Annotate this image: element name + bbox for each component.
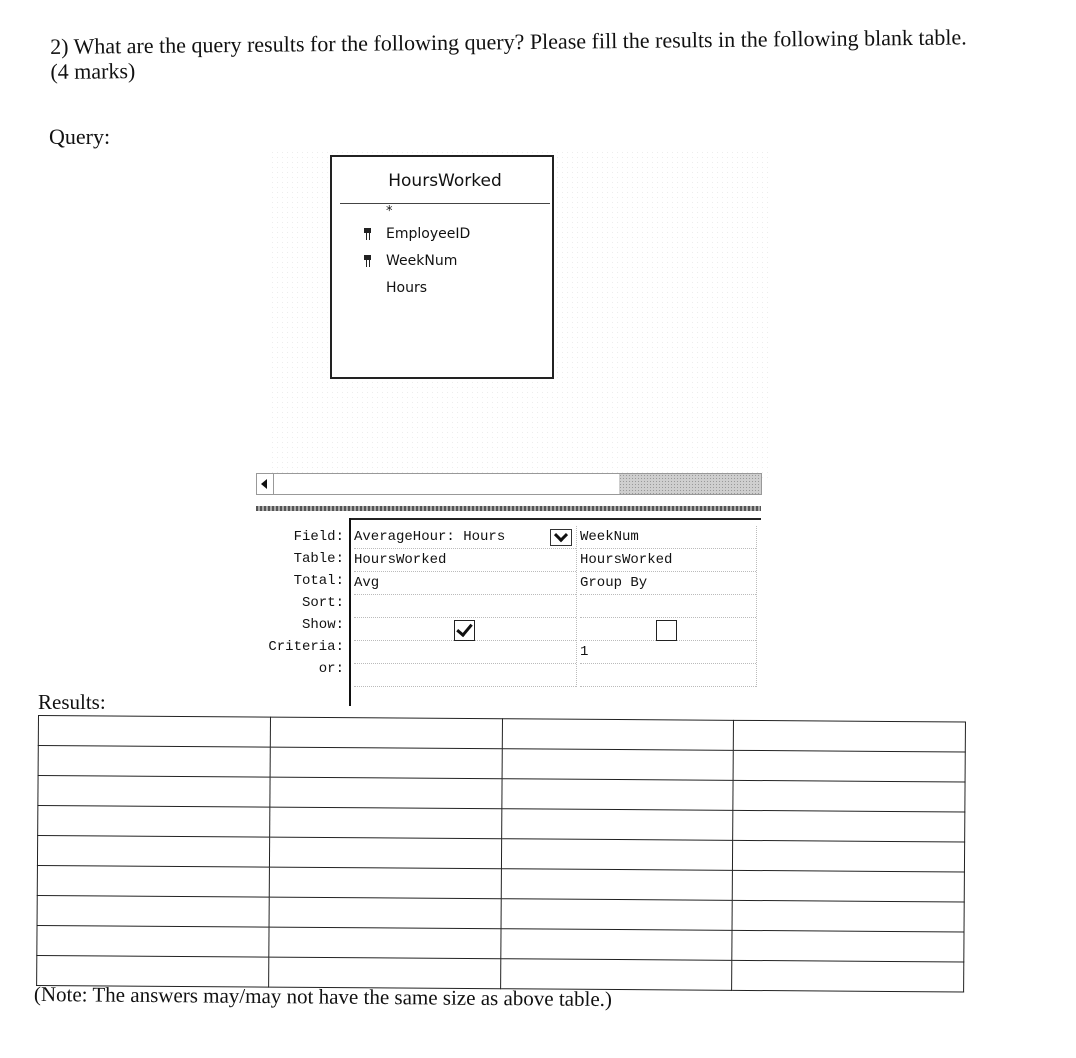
- sort-cell[interactable]: [354, 595, 576, 618]
- result-cell[interactable]: [732, 930, 964, 962]
- row-label-criteria: Criteria:: [268, 639, 344, 655]
- field-label: *: [386, 204, 393, 219]
- show-checkbox-unchecked[interactable]: [656, 620, 677, 641]
- dropdown-arrow-icon[interactable]: [550, 529, 572, 546]
- field-item-employeeid[interactable]: [360, 221, 470, 248]
- pane-splitter[interactable]: [256, 506, 761, 511]
- result-cell[interactable]: [37, 925, 269, 957]
- field-item-hours[interactable]: [360, 275, 470, 302]
- sort-cell[interactable]: [580, 595, 756, 618]
- field-list: [360, 203, 470, 302]
- results-label: Results:: [38, 690, 106, 714]
- row-label-table: Table:: [293, 551, 344, 567]
- scroll-thumb[interactable]: [619, 474, 761, 494]
- field-label: WeekNum: [386, 253, 458, 269]
- row-label-field: Field:: [293, 529, 344, 545]
- scroll-left-arrow-icon[interactable]: [257, 474, 274, 494]
- total-cell[interactable]: Group By: [580, 572, 756, 595]
- criteria-cell[interactable]: [354, 641, 576, 664]
- question-text: 2) What are the query results for the following query? Please fill the results in the following blank table. (4 marks): [50, 24, 967, 84]
- row-label-total: Total:: [293, 573, 344, 589]
- result-cell[interactable]: [38, 716, 270, 748]
- result-cell[interactable]: [38, 776, 270, 808]
- total-cell[interactable]: Avg: [354, 572, 576, 595]
- result-cell[interactable]: [269, 897, 501, 929]
- result-cell[interactable]: [733, 750, 965, 782]
- result-cell[interactable]: [733, 840, 965, 872]
- result-cell[interactable]: [269, 867, 501, 899]
- result-cell[interactable]: [501, 869, 733, 901]
- results-table: [36, 715, 966, 992]
- result-cell[interactable]: [501, 839, 733, 871]
- table-box-title: HoursWorked: [340, 171, 550, 204]
- result-cell[interactable]: [502, 719, 734, 751]
- row-label-or: or:: [318, 661, 344, 677]
- result-cell[interactable]: [732, 900, 964, 932]
- result-cell[interactable]: [734, 720, 966, 752]
- result-cell[interactable]: [270, 777, 502, 809]
- show-cell: [354, 618, 576, 641]
- result-cell[interactable]: [270, 717, 502, 749]
- result-cell[interactable]: [37, 895, 269, 927]
- result-cell[interactable]: [37, 865, 269, 897]
- row-label-show: Show:: [301, 617, 344, 633]
- result-cell[interactable]: [269, 807, 501, 839]
- field-item-weeknum[interactable]: [360, 248, 470, 275]
- result-cell[interactable]: [733, 810, 965, 842]
- result-cell[interactable]: [501, 779, 733, 811]
- table-cell[interactable]: HoursWorked: [580, 549, 756, 572]
- result-cell[interactable]: [502, 749, 734, 781]
- table-cell[interactable]: HoursWorked: [354, 549, 576, 572]
- field-label: Hours: [386, 280, 428, 296]
- note-text: (Note: The answers may/may not have the same size as above table.): [33, 982, 613, 1012]
- grid-left-border: [349, 518, 351, 706]
- row-label-sort: Sort:: [301, 595, 344, 611]
- or-cell[interactable]: [354, 664, 576, 687]
- table-box-hoursworked[interactable]: [330, 155, 554, 379]
- show-cell: [580, 618, 756, 641]
- grid-top-border: [349, 518, 761, 520]
- qbe-column-1: [354, 526, 577, 687]
- result-cell[interactable]: [269, 927, 501, 959]
- result-cell[interactable]: [732, 960, 964, 992]
- result-cell[interactable]: [733, 780, 965, 812]
- field-cell[interactable]: [354, 526, 576, 549]
- field-item-all[interactable]: [360, 203, 470, 221]
- or-cell[interactable]: [580, 664, 756, 687]
- field-label: EmployeeID: [386, 226, 471, 242]
- result-cell[interactable]: [501, 899, 733, 931]
- result-cell[interactable]: [38, 806, 270, 838]
- qbe-column-2: [580, 526, 757, 687]
- show-checkbox-checked[interactable]: [454, 620, 475, 641]
- criteria-cell[interactable]: 1: [580, 641, 756, 664]
- primary-key-icon: [364, 255, 371, 267]
- primary-key-icon: [364, 228, 371, 240]
- field-cell[interactable]: WeekNum: [580, 526, 756, 549]
- result-cell[interactable]: [500, 929, 732, 961]
- result-cell[interactable]: [38, 746, 270, 778]
- qbe-row-labels: [240, 526, 344, 680]
- result-cell[interactable]: [501, 809, 733, 841]
- result-cell[interactable]: [270, 747, 502, 779]
- query-label: Query:: [49, 124, 111, 149]
- field-value: AverageHour: Hours: [354, 529, 506, 545]
- result-cell[interactable]: [269, 837, 501, 869]
- result-cell[interactable]: [732, 870, 964, 902]
- result-cell[interactable]: [37, 836, 269, 868]
- horizontal-scrollbar[interactable]: [256, 473, 762, 495]
